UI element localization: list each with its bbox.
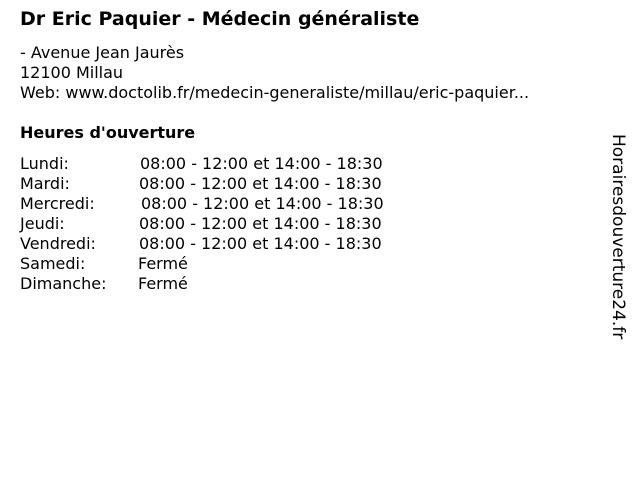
time-value: Fermé xyxy=(138,274,188,293)
time-value: 08:00 - 12:00 et 14:00 - 18:30 xyxy=(141,194,384,213)
time-value: 08:00 - 12:00 et 14:00 - 18:30 xyxy=(139,174,382,193)
day-label: Mercredi: xyxy=(20,194,95,213)
address-street: - Avenue Jean Jaurès xyxy=(20,43,185,62)
page-title: Dr Eric Paquier - Médecin généraliste xyxy=(20,8,420,30)
time-value: 08:00 - 12:00 et 14:00 - 18:30 xyxy=(139,234,382,253)
day-label: Dimanche: xyxy=(20,274,107,293)
day-label: Mardi: xyxy=(20,174,70,193)
day-label: Jeudi: xyxy=(20,214,65,233)
day-label: Lundi: xyxy=(20,154,69,173)
watermark: Horairesdouverture24.fr xyxy=(608,134,628,340)
time-value: 08:00 - 12:00 et 14:00 - 18:30 xyxy=(139,214,382,233)
address-city: 12100 Millau xyxy=(20,63,124,82)
address-block xyxy=(20,43,529,103)
day-label: Vendredi: xyxy=(20,234,96,253)
hours-heading: Heures d'ouverture xyxy=(20,123,196,142)
website-link[interactable]: Web: www.doctolib.fr/medecin-generaliste/millau/eric-paquier... xyxy=(20,83,530,102)
time-value: Fermé xyxy=(138,254,188,273)
day-label: Samedi: xyxy=(20,254,86,273)
time-value: 08:00 - 12:00 et 14:00 - 18:30 xyxy=(140,154,383,173)
